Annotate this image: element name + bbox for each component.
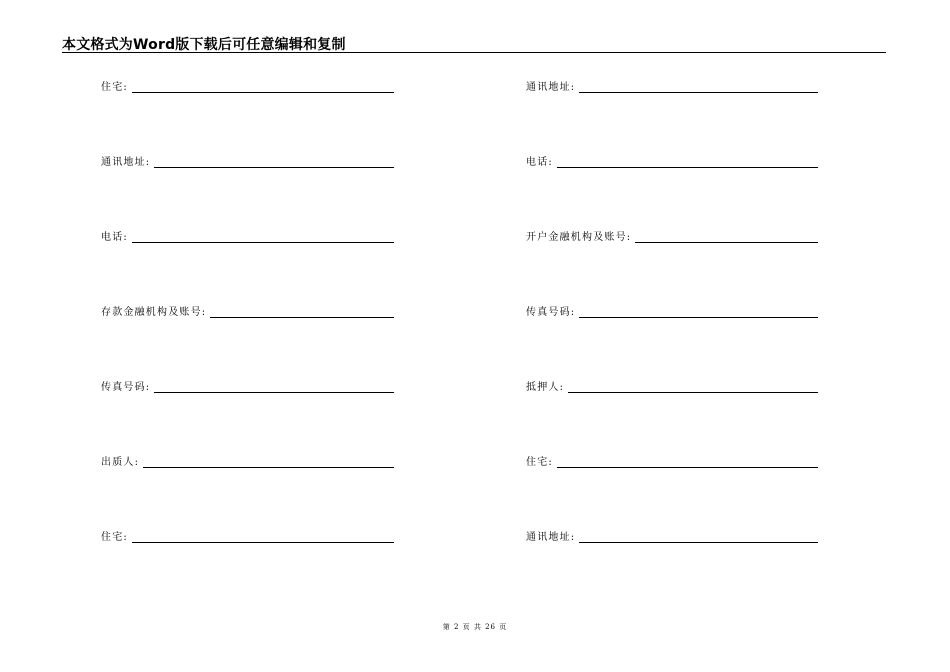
blank-line[interactable]	[132, 542, 394, 543]
field-label: 传真号码:	[526, 307, 576, 318]
left-field-residence	[101, 78, 394, 94]
field-label: 传真号码:	[101, 382, 151, 393]
blank-line[interactable]	[210, 317, 394, 318]
field-label: 电话:	[526, 157, 553, 168]
blank-line[interactable]	[579, 317, 818, 318]
right-field-fax	[526, 303, 818, 319]
left-field-phone	[101, 228, 394, 244]
blank-line[interactable]	[635, 242, 818, 243]
field-label: 住宅:	[526, 457, 553, 468]
page-number-footer: 第 2 页 共 26 页	[442, 623, 508, 631]
header-divider	[62, 52, 886, 53]
field-label: 开户金融机构及账号:	[526, 232, 632, 243]
field-label: 通讯地址:	[526, 532, 576, 543]
field-label: 住宅:	[101, 532, 128, 543]
field-label: 存款金融机构及账号:	[101, 307, 207, 318]
field-label: 抵押人:	[526, 382, 565, 393]
blank-line[interactable]	[154, 392, 394, 393]
right-field-phone	[526, 153, 818, 169]
right-field-mailing-address	[526, 78, 818, 94]
left-field-residence-2	[101, 528, 394, 544]
blank-line[interactable]	[132, 242, 394, 243]
document-header-title: 本文格式为Word版下载后可任意编辑和复制	[62, 37, 346, 53]
field-label: 通讯地址:	[526, 82, 576, 93]
field-label: 通讯地址:	[101, 157, 151, 168]
right-field-residence	[526, 453, 818, 469]
blank-line[interactable]	[568, 392, 818, 393]
blank-line[interactable]	[579, 542, 818, 543]
right-field-bank-account	[526, 228, 818, 244]
blank-line[interactable]	[154, 167, 394, 168]
blank-line[interactable]	[557, 167, 818, 168]
right-field-mailing-address-2	[526, 528, 818, 544]
left-field-mailing-address	[101, 153, 394, 169]
left-field-fax	[101, 378, 394, 394]
left-field-pledgor	[101, 453, 394, 469]
field-label: 住宅:	[101, 82, 128, 93]
field-label: 出质人:	[101, 457, 140, 468]
blank-line[interactable]	[132, 92, 394, 93]
blank-line[interactable]	[557, 467, 818, 468]
field-label: 电话:	[101, 232, 128, 243]
blank-line[interactable]	[143, 467, 394, 468]
blank-line[interactable]	[579, 92, 818, 93]
left-field-bank-account	[101, 303, 394, 319]
right-field-mortgagor	[526, 378, 818, 394]
